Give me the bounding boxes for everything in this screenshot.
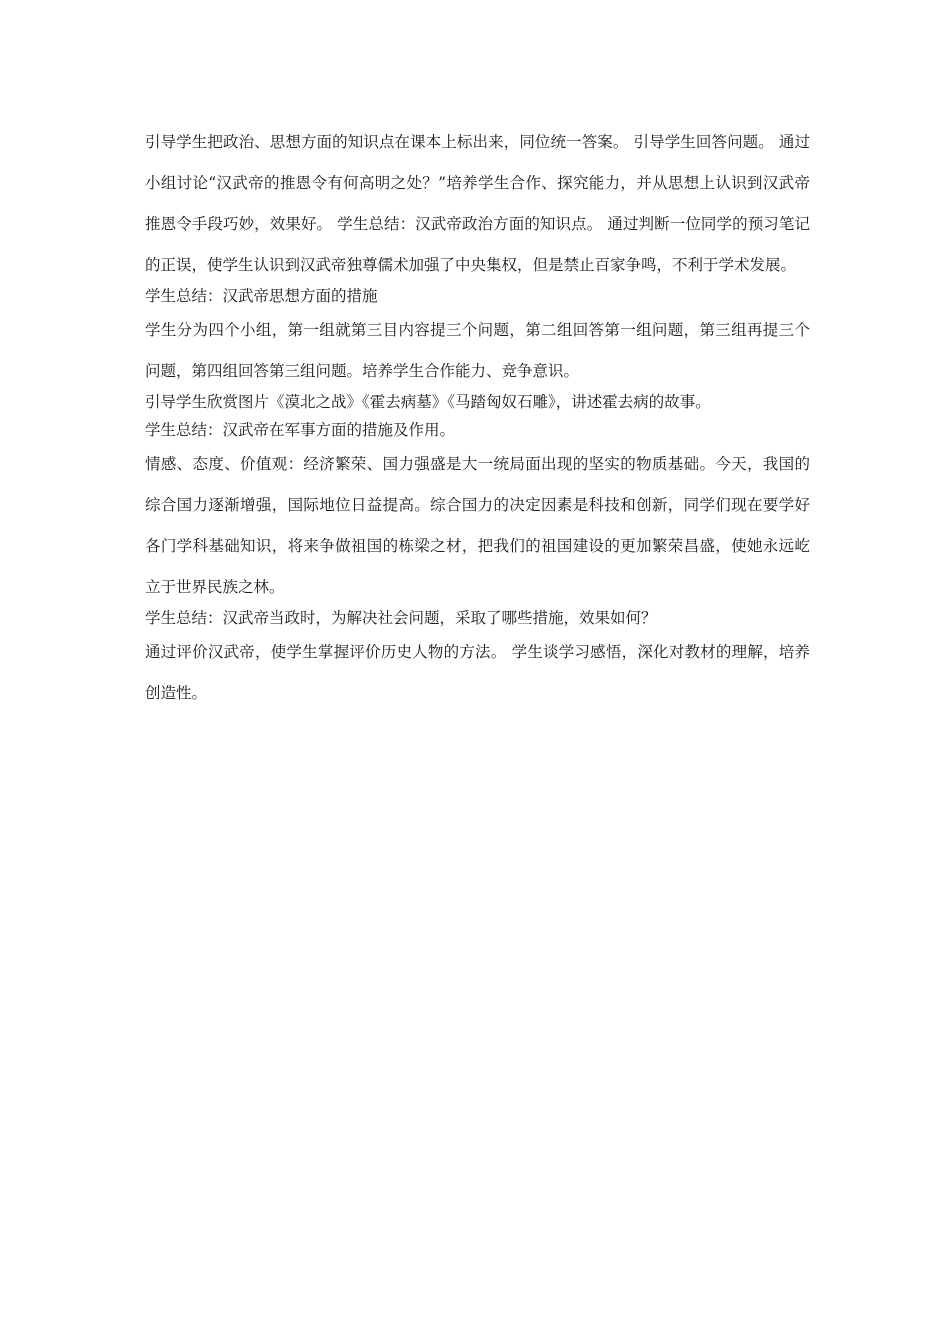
paragraph-summary-thought: 学生总结：汉武帝思想方面的措施 <box>145 287 378 305</box>
paragraph-summary-social: 学生总结：汉武帝当政时，为解决社会问题，采取了哪些措施，效果如何？ <box>145 609 657 627</box>
paragraph-values: 情感、态度、价值观：经济繁荣、国力强盛是大一统局面出现的坚实的物质基础。今天，我国的综合国力逐渐增强，国际地位日益提高。综合国力的决定因素是科技和创新，同学们现在要学好各门学科基础知识，将来争做祖国的栋梁之材，把我们的祖国建设的更加繁荣昌盛，使她永远屹立于世界民族之林。 <box>145 455 810 596</box>
paragraph-evaluation: 通过评价汉武帝，使学生掌握评价历史人物的方法。 学生谈学习感悟，深化对教材的理解，培养创造性。 <box>145 643 810 702</box>
paragraph-teaching-guidance: 引导学生把政治、思想方面的知识点在课本上标出来，同位统一答案。 引导学生回答问题。 通过小组讨论“汉武帝的推恩令有何高明之处？”培养学生合作、探究能力，并从思想上认识到汉武帝推恩令手段巧妙，效果好。 学生总结：汉武帝政治方面的知识点。 通过判断一位同学的预习笔记的正误，使学生认识到汉武帝独尊儒术加强了中央集权，但是禁止百家争鸣，不利于学术发展。 <box>145 133 810 274</box>
paragraph-group-activity: 学生分为四个小组，第一组就第三目内容提三个问题，第二组回答第一组问题，第三组再提三个问题，第四组回答第三组问题。培养学生合作能力、竞争意识。 <box>145 321 810 380</box>
document-page <box>145 122 810 714</box>
paragraph-summary-military: 学生总结：汉武帝在军事方面的措施及作用。 <box>145 421 456 439</box>
paragraph-picture-appreciation: 引导学生欣赏图片《漠北之战》《霍去病墓》《马踏匈奴石雕》，讲述霍去病的故事。 <box>145 393 711 411</box>
